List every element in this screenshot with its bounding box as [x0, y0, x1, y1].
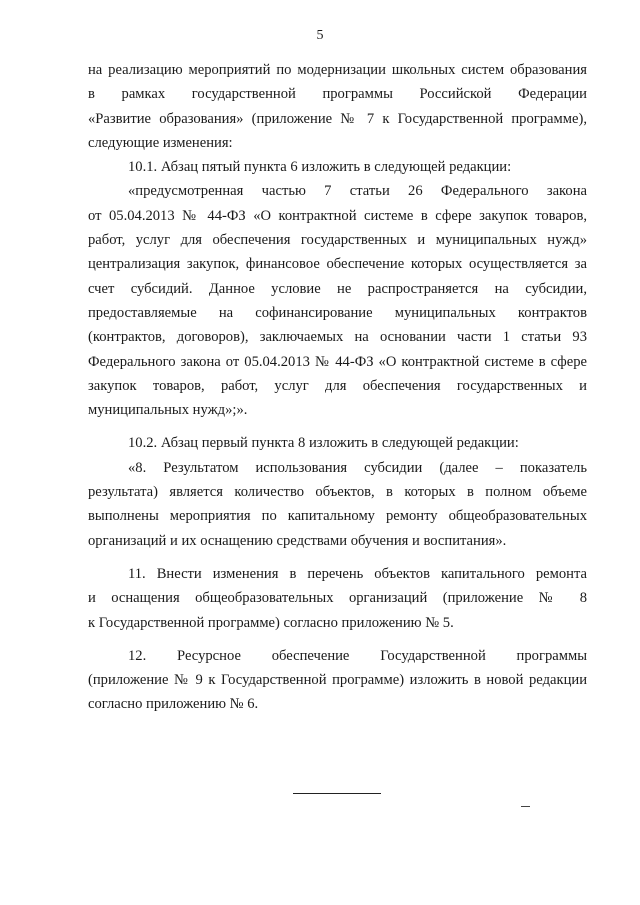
clause-11	[88, 562, 587, 635]
text-line: результата) является количество объектов, в которых в полном объеме	[88, 484, 587, 501]
text-line: от 05.04.2013 № 44-ФЗ «О контрактной системе в сфере закупок товаров,	[88, 207, 587, 224]
clause-10-1-heading	[88, 155, 587, 179]
text-line: закупок товаров, работ, услуг для обеспечения государственных и	[88, 377, 587, 394]
text-line: Федерального закона от 05.04.2013 № 44-ФЗ «О контрактной системе в сфере	[88, 353, 587, 370]
text-line: следующие изменения:	[88, 134, 233, 151]
text-line: централизация закупок, финансовое обеспечение которых осуществляется за	[88, 256, 587, 273]
clause-10-1-text	[88, 179, 587, 422]
text-line: (приложение № 9 к Государственной программе) изложить в новой редакции	[88, 672, 587, 689]
clause-12	[88, 644, 587, 717]
text-line: организаций и их оснащению средствами обучения и воспитания».	[88, 532, 507, 549]
intro-paragraph	[88, 58, 587, 155]
text-line: согласно приложению № 6.	[88, 696, 259, 713]
corner-mark	[521, 806, 530, 807]
page-number: 5	[316, 28, 324, 43]
text-line: к Государственной программе) согласно приложению № 5.	[88, 614, 454, 631]
text-line: (контрактов, договоров), заключаемых на основании части 1 статьи 93	[88, 329, 587, 346]
text-line: «предусмотренная частью 7 статьи 26 Федерального закона	[128, 183, 587, 200]
text-line: 10.1. Абзац пятый пункта 6 изложить в следующей редакции:	[128, 159, 512, 176]
text-line: «Развитие образования» (приложение № 7 к Государственной программе),	[88, 110, 587, 127]
clause-10-2-heading	[88, 431, 587, 455]
text-line: работ, услуг для обеспечения государственных и муниципальных нужд»	[88, 232, 587, 249]
end-separator-line	[293, 793, 381, 794]
text-line: и оснащения общеобразовательных организаций (приложение № 8	[88, 590, 587, 607]
text-line: счет субсидий. Данное условие не распространяется на субсидии,	[88, 280, 587, 297]
text-line: 11. Внести изменения в перечень объектов капитального ремонта	[128, 565, 587, 582]
text-line: выполнены мероприятия по капитальному ремонту общеобразовательных	[88, 508, 587, 525]
text-line: предоставляемые на софинансирование муниципальных контрактов	[88, 304, 587, 321]
clause-10-2-text	[88, 456, 587, 553]
text-line: муниципальных нужд»;».	[88, 402, 248, 419]
text-line: «8. Результатом использования субсидии (далее – показатель	[128, 459, 587, 476]
text-line: на реализацию мероприятий по модернизации школьных систем образования	[88, 62, 587, 78]
text-line: 12. Ресурсное обеспечение Государственной программы	[128, 647, 587, 664]
text-line: в рамках государственной программы Российской Федерации	[88, 86, 587, 103]
document-body	[88, 58, 587, 717]
text-line: 10.2. Абзац первый пункта 8 изложить в следующей редакции:	[128, 435, 519, 452]
